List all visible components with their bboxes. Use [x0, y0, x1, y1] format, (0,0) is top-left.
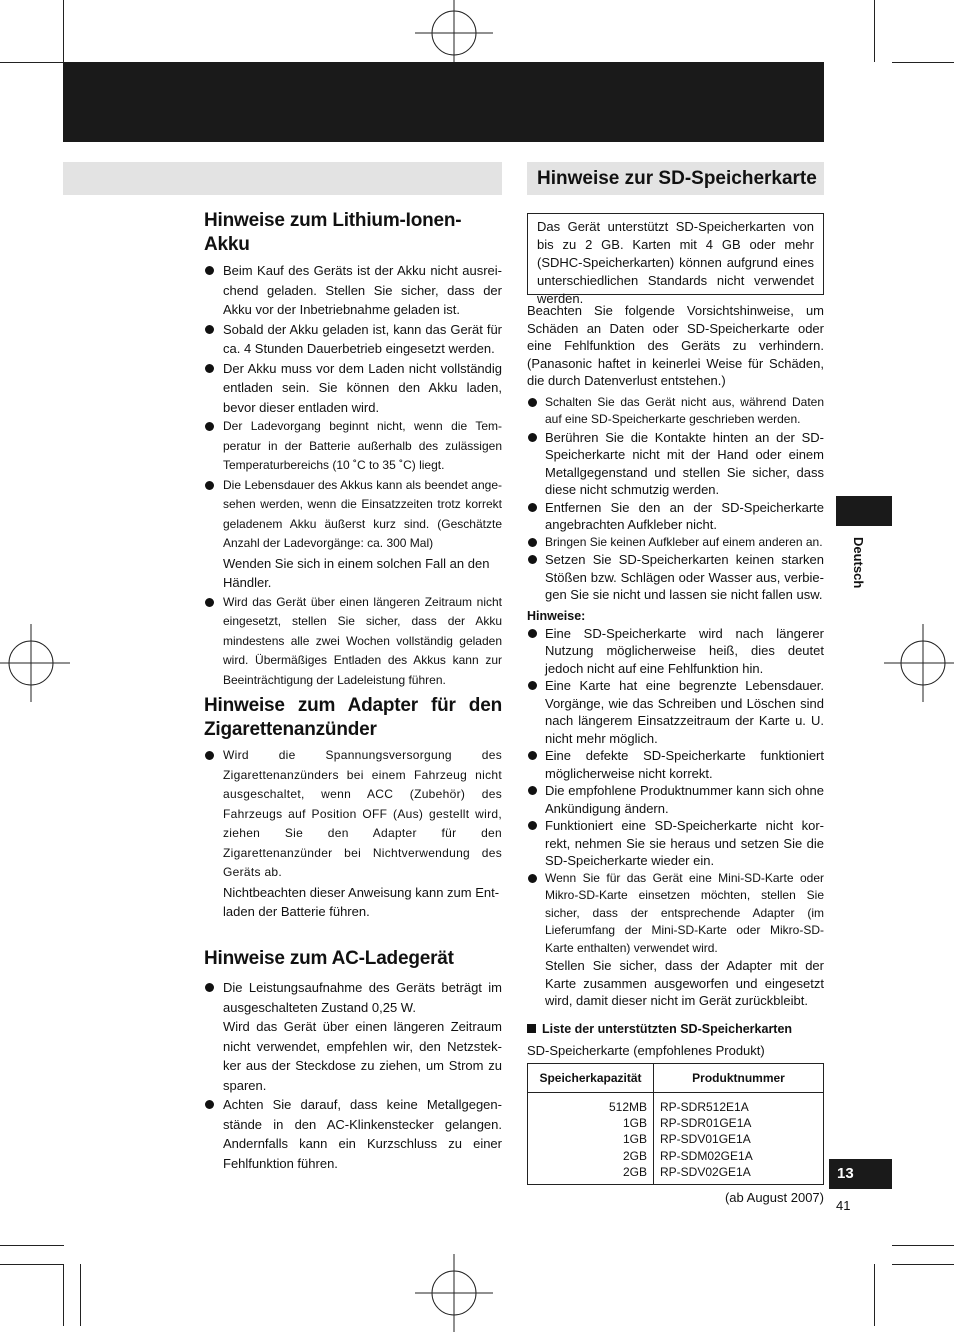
capacity-value: 1GB — [622, 1132, 647, 1147]
crop-mark — [892, 62, 954, 63]
adapter-heading-line2: Zigarettenanzünder — [204, 719, 377, 740]
list-item: Wird das Gerät über einen längeren Zeitraum nicht eingesetzt, stellen Sie sicher, dass der Akku mindestens alle zwei Wochen vollständig geladen wird. Übermäßiges Entladen des Akkus kann zur Beeinträchtigung der Ladeleistung führen. — [204, 593, 502, 691]
table-header-capacity: Speicherkapazität — [528, 1064, 654, 1093]
list-item: Achten Sie darauf, dass keine Metallgegenstände in den AC-Klinkenstecker gelangen. Andernfalls kann ein Kurzschluss zu einer Fehlfunktion führen. — [204, 1095, 502, 1173]
crop-mark — [0, 1245, 64, 1246]
crop-mark — [874, 1264, 875, 1326]
language-tab — [836, 496, 892, 526]
capacity-value: 2GB — [622, 1164, 647, 1179]
table-row — [528, 1093, 824, 1185]
list-item: Der Ladevorgang beginnt nicht, wenn die Temperatur in der Batterie außerhalb des zulässigen Temperaturbereichs (10 ˚C to 35 ˚C) liegt. — [204, 417, 502, 476]
header-bar — [63, 62, 824, 142]
registration-mark-icon — [0, 624, 70, 702]
adapter-heading-line1: Hinweise zum Adapter für den — [204, 695, 502, 716]
language-label-wrap — [850, 537, 870, 607]
sd-list-heading — [527, 1021, 824, 1038]
square-bullet-icon — [527, 1024, 536, 1033]
registration-mark-icon — [415, 1254, 493, 1332]
list-heading-text: Liste der unterstützten SD-Speicherkarten — [542, 1022, 793, 1036]
left-section-title-bar — [63, 162, 502, 195]
list-item: Die empfohlene Produktnummer kann sich ohne Ankündigung ändern. — [527, 782, 824, 817]
list-item: Schalten Sie das Gerät nicht aus, während Daten auf eine SD-Speicherkarte geschrieben werden. — [527, 394, 824, 429]
right-section-title-bar — [527, 162, 824, 195]
product-number-value: RP-SDV01GE1A — [660, 1132, 751, 1147]
list-item: Die Leistungsaufnahme des Geräts beträgt im ausgeschalteten Zustand 0,25 W. — [204, 978, 502, 1017]
ac-section — [204, 947, 502, 1173]
table-footnote: (ab August 2007) — [724, 1190, 824, 1205]
lithium-section — [204, 209, 502, 690]
list-item: Beim Kauf des Geräts ist der Akku nicht ausreichend geladen. Stellen Sie sicher, dass der Akku vor der Inbetriebnahme geladen ist. — [204, 261, 502, 320]
capacity-value: 2GB — [622, 1148, 647, 1163]
list-item: Wird die Spannungsversorgung des Zigarettenanzünders bei einem Fahrzeug nicht ausgeschaltet, wenn ACC (Zubehör) des Fahrzeugs auf Position OFF (Aus) gestellt wird, ziehen Sie den Adapter für den Zigarettenanzünder bei Nichtverwendung des Geräts ab. — [204, 746, 502, 883]
list-item: Die Lebensdauer des Akkus kann als beendet angesehen werden, wenn die Einsatzzeiten trotz korrekt geladenem Akku äußerst kurz sind. (Geschätzte Anzahl der Ladevorgänge: ca. 300 Mal) — [204, 476, 502, 554]
list-item: Wenn Sie für das Gerät eine Mini-SD-Karte oder Mikro-SD-Karte einsetzen möchten, stellen Sie sicher, dass der entsprechende Adapter (im Lieferumfang der Mini-SD-Karte oder Mikro-SD-Karte enthalten) verwendet wird. — [527, 870, 824, 958]
crop-mark — [0, 1264, 63, 1265]
section-title: Hinweise zur SD-Speicherkarte — [537, 168, 817, 189]
table-header-product-number: Produktnummer — [654, 1064, 824, 1093]
list-item-continuation: Nichtbeachten dieser Anweisung kann zum Entladen der Batterie führen. — [223, 884, 500, 919]
crop-mark — [80, 1264, 81, 1326]
registration-mark-icon — [884, 624, 954, 702]
adapter-section — [204, 694, 502, 922]
list-item: Eine Karte hat eine begrenzte Lebensdauer. Vorgänge, wie das Schreiben und Löschen sind nach längerem Einsatzzeitraum der Karte u. U. nicht mehr möglich. — [527, 677, 824, 747]
chapter-tab: 13 — [829, 1159, 892, 1189]
crop-mark — [892, 1245, 954, 1246]
language-label: Deutsch — [851, 537, 866, 589]
sd-capacity-note-box: Das Gerät unterstützt SD-Speicherkarten von bis zu 2 GB. Karten mit 4 GB oder mehr (SDHC-Speicherkarten) können aufgrund eines unterschiedlichen Standards nicht verwendet werden. — [527, 213, 824, 295]
crop-mark — [63, 0, 64, 62]
capacity-cell — [528, 1093, 654, 1185]
product-number-cell — [654, 1093, 824, 1185]
crop-mark — [874, 0, 875, 62]
sd-list-subheading: SD-Speicherkarte (empfohlenes Produkt) — [527, 1043, 765, 1058]
list-item: Setzen Sie SD-Speicherkarten keinen starken Stößen bzw. Schlägen oder Wasser aus, verbiegen Sie sie nicht und lassen sie nicht fallen usw. — [527, 551, 824, 604]
crop-mark — [63, 1264, 64, 1326]
list-item: Sobald der Akku geladen ist, kann das Gerät für ca. 4 Stunden Dauerbetrieb eingesetzt werden. — [204, 320, 502, 359]
product-number-value: RP-SDR512E1A — [660, 1100, 749, 1114]
notes-label: Hinweise: — [527, 608, 586, 623]
capacity-value: 512MB — [608, 1100, 647, 1114]
list-item: Eine defekte SD-Speicherkarte funktioniert möglicherweise nicht korrekt. — [527, 747, 824, 782]
product-number-value: RP-SDR01GE1A — [660, 1116, 752, 1131]
lithium-heading: Hinweise zum Lithium-Ionen-Akku — [204, 210, 462, 255]
crop-mark — [892, 1264, 954, 1265]
product-number-value: RP-SDV02GE1A — [660, 1164, 751, 1179]
list-item-continuation: Stellen Sie sicher, dass der Adapter mit der Karte zusammen ausgeworfen und eingesetzt wird, damit dieser nicht im Gerät zurückbleibt. — [545, 958, 824, 1008]
crop-mark — [0, 62, 63, 63]
list-item: Berühren Sie die Kontakte hinten an der SD-Speicherkarte nicht mit der Hand oder einem Metallgegenstand und stellen Sie sicher, dass diese nicht schmutzig werden. — [527, 429, 824, 499]
product-number-value: RP-SDM02GE1A — [660, 1148, 753, 1163]
sd-precautions — [527, 302, 824, 1010]
table-header-row — [528, 1064, 824, 1093]
list-item: Bringen Sie keinen Aufkleber auf einem anderen an. — [527, 534, 824, 552]
list-item-continuation: Wird das Gerät über einen längeren Zeitraum nicht verwendet, empfehlen wir, den Netzstekker aus der Steckdose zu ziehen, um Strom zu sparen. — [223, 1019, 502, 1093]
sd-intro: Beachten Sie folgende Vorsichtshinweise, um Schäden an Daten oder SD-Speicherkarte oder eine Fehlfunktion des Geräts zu verhindern. (Panasonic haftet in keinerlei Weise für Schäden, die durch Datenverlust entstehen.) — [527, 303, 824, 388]
list-item: Eine SD-Speicherkarte wird nach längerer Nutzung möglicherweise heiß, dies deutet jedoch nicht auf eine Fehlfunktion hin. — [527, 625, 824, 678]
ac-heading: Hinweise zum AC-Ladegerät — [204, 948, 454, 969]
page-number: 41 — [836, 1198, 851, 1213]
list-item: Funktioniert eine SD-Speicherkarte nicht korrekt, nehmen Sie sie heraus und setzen Sie die SD-Speicherkarte wieder ein. — [527, 817, 824, 870]
capacity-value: 1GB — [622, 1116, 647, 1131]
list-item-continuation: Wenden Sie sich in einem solchen Fall an den Händler. — [223, 555, 490, 590]
sd-card-table — [527, 1063, 824, 1185]
list-item: Der Akku muss vor dem Laden nicht vollständig entladen sein. Sie können den Akku laden, bevor dieser entladen wird. — [204, 359, 502, 418]
list-item: Entfernen Sie den an der SD-Speicherkarte angebrachten Aufkleber nicht. — [527, 499, 824, 534]
